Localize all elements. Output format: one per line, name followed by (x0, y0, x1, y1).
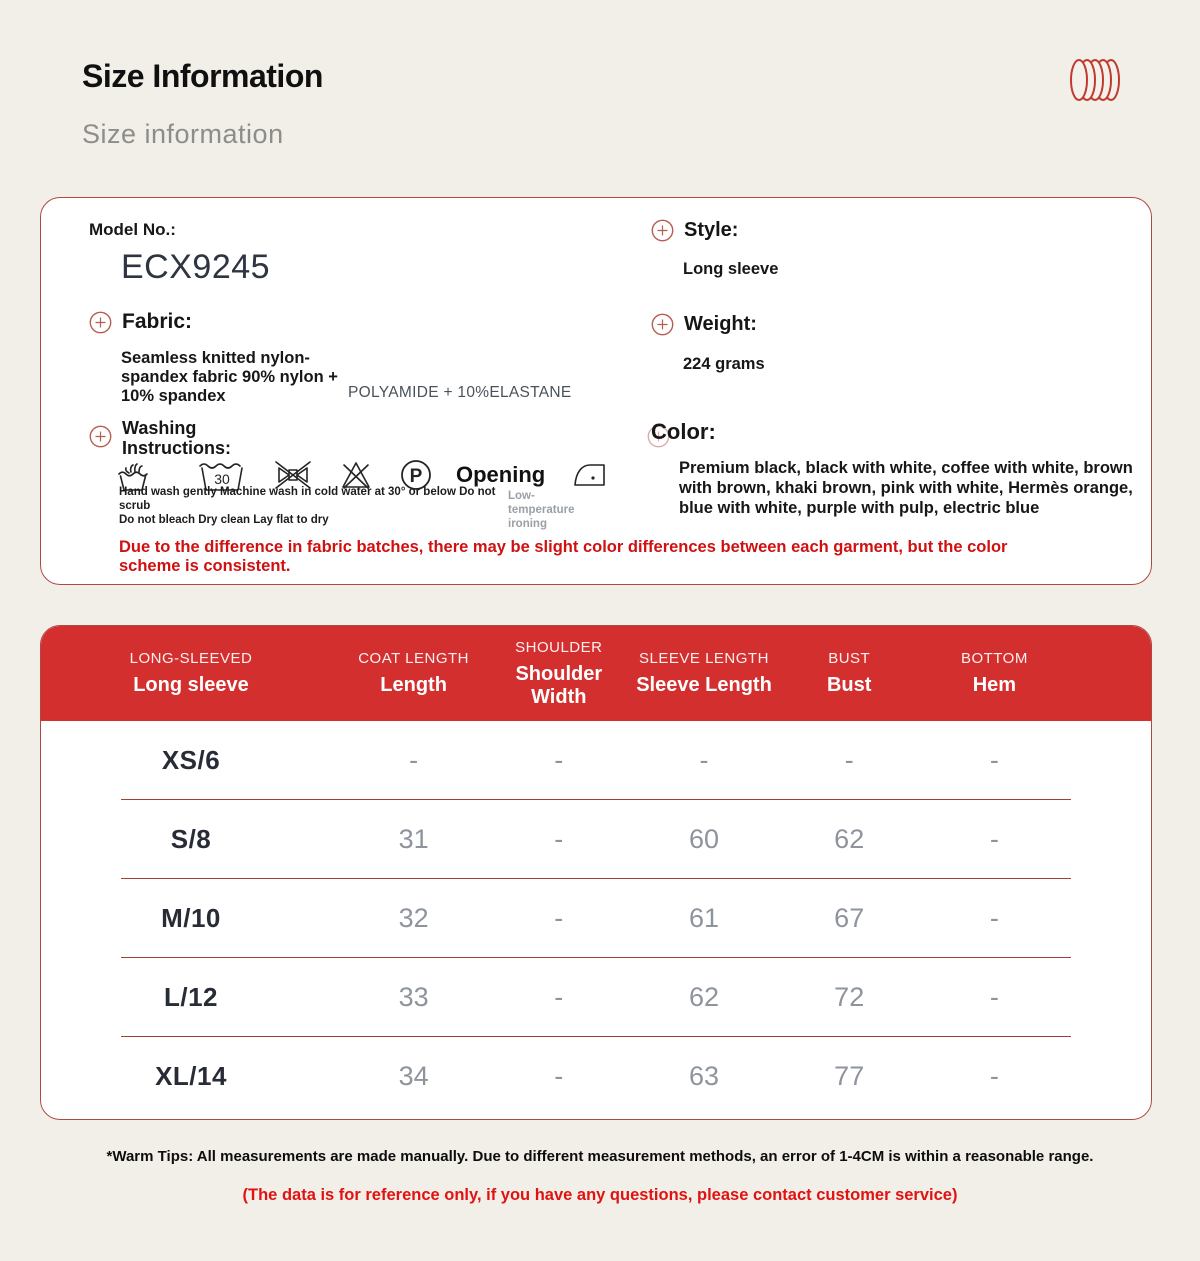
size-cell: - (409, 745, 419, 775)
size-cell: 62 (688, 982, 720, 1012)
size-cell: 33 (398, 982, 429, 1012)
circled-p-letter: P (409, 466, 423, 487)
size-cell: 32 (398, 903, 429, 933)
size-cell: 77 (834, 1061, 865, 1091)
coil-icon (1070, 52, 1120, 108)
size-cell: - (989, 745, 999, 775)
weight-value: 224 grams (683, 355, 765, 373)
size-cell: - (554, 1061, 564, 1091)
page-title: Size Information (82, 58, 323, 94)
size-cell: - (989, 1061, 999, 1091)
style-label: Style: (684, 219, 739, 241)
page-subtitle: Size information (82, 119, 284, 149)
size-cell: - (554, 745, 564, 775)
size-cell: 72 (834, 982, 865, 1012)
size-cell: 34 (398, 1061, 429, 1091)
color-value: Premium black, black with white, coffee with white, brown with brown, khaki brown, pink with white, Hermès orange, blue with white, purple with pulp, electric blue (679, 459, 1133, 517)
fabric-value: Seamless knitted nylon-spandex fabric 90% nylon + 10% spandex (121, 349, 338, 405)
size-cell: - (554, 903, 564, 933)
plus-circle-icon (651, 313, 674, 336)
size-table (40, 625, 1152, 1120)
column-header: BOTTOM Hem (960, 650, 1028, 696)
fabric-label: Fabric: (122, 310, 193, 333)
page-header (82, 58, 323, 150)
plus-circle-icon (651, 219, 674, 242)
size-cell: 67 (834, 903, 865, 933)
style-section (651, 219, 738, 242)
opening-label: Opening (456, 462, 546, 487)
table-row (41, 721, 1151, 800)
washing-caption-line1: Hand wash gently Machine wash in cold water at 30° or below Do not scrub (119, 486, 496, 512)
fabric-section (89, 310, 192, 334)
column-header: COAT LENGTH Length (358, 650, 469, 696)
size-cell: - (554, 982, 564, 1012)
style-value: Long sleeve (683, 260, 779, 278)
washing-section (89, 418, 282, 458)
plus-circle-icon (89, 425, 112, 448)
iron-icon (572, 460, 608, 490)
size-cell: 61 (688, 903, 720, 933)
reference-note-text: (The data is for reference only, if you have any questions, please contact customer service) (242, 1186, 958, 1204)
size-cell: 63 (688, 1061, 720, 1091)
size-cell: - (989, 824, 999, 854)
size-label: XL/14 (155, 1061, 227, 1091)
size-cell: - (844, 745, 854, 775)
size-label: S/8 (170, 824, 212, 854)
washing-label: Washing Instructions: (122, 418, 232, 458)
washing-caption-line2: Do not bleach Dry clean Lay flat to dry (119, 514, 329, 526)
column-header: BUST Bust (826, 650, 872, 696)
size-cell: - (989, 982, 999, 1012)
wash-temp-text: 30 (214, 471, 230, 487)
product-info-card (40, 197, 1152, 585)
washing-caption (119, 485, 519, 527)
size-cell: 31 (398, 824, 429, 854)
footer-notes (0, 1148, 1200, 1205)
ironing-caption: Low-temperature ironing (508, 490, 575, 530)
size-label: XS/6 (161, 745, 221, 775)
table-row (41, 879, 1151, 958)
weight-section (651, 313, 757, 336)
size-cell: - (989, 903, 999, 933)
size-table-header (41, 626, 1151, 721)
model-no-value: ECX9245 (121, 248, 271, 286)
fabric-composition: POLYAMIDE + 10%ELASTANE (348, 384, 572, 401)
table-row (41, 800, 1151, 879)
size-label: M/10 (161, 903, 221, 933)
column-header: SHOULDER Shoulder Width (515, 638, 603, 708)
model-no-label: Model No.: (89, 220, 176, 239)
size-cell: - (699, 745, 709, 775)
table-row (41, 1037, 1151, 1116)
table-row (41, 958, 1151, 1037)
plus-circle-icon (89, 311, 112, 334)
column-header: SLEEVE LENGTH Sleeve Length (636, 650, 772, 696)
weight-label: Weight: (684, 313, 757, 335)
color-section (651, 419, 716, 445)
size-cell: 60 (688, 824, 720, 854)
warm-tips-text: *Warm Tips: All measurements are made manually. Due to different measurement methods, an error of 1-4CM is within a reasonable range. (106, 1148, 1094, 1165)
color-label: Color: (651, 419, 716, 444)
size-label: L/12 (163, 982, 219, 1012)
size-cell: - (554, 824, 564, 854)
fabric-batch-notice: Due to the difference in fabric batches, there may be slight color differences between each garment, but the color scheme is consistent. (119, 538, 1008, 575)
column-header: LONG-SLEEVED Long sleeve (129, 650, 253, 696)
size-cell: 62 (834, 824, 865, 854)
